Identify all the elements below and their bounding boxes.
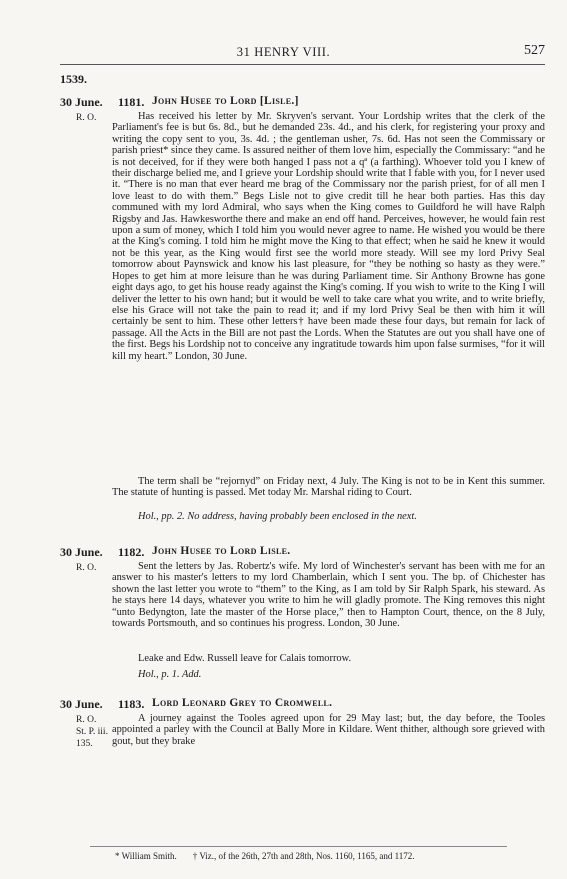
entry-number: 1182. (118, 545, 145, 559)
footnote-rule (90, 846, 507, 847)
footnote-1: * William Smith. (115, 851, 177, 861)
entry-body: A journey against the Tooles agreed upon for 29 May last; but, the day before, the Tooles appointed a parley with the Council at Bally More in Kildare. Went thither, although sore grieved with gout, but they brake (112, 713, 545, 747)
page-number: 527 (524, 43, 545, 58)
entry-number: 1183. (118, 697, 145, 711)
entry-heading: Lord Leonard Grey to Cromwell. (152, 697, 333, 709)
entry-source: R. O. (76, 563, 97, 573)
running-title: 31 HENRY VIII. (236, 45, 331, 59)
entry-1183 (60, 697, 545, 757)
entry-1182 (60, 545, 545, 695)
header-rule (60, 64, 545, 65)
entry-postscript: Leake and Edw. Russell leave for Calais tomorrow. (138, 653, 352, 664)
entry-body: Sent the letters by Jas. Robertz's wife. My lord of Winchester's servant has been with me for an answer to his master's letters to my lord Chamberlain, which I sent you. The bp. of Chichester has shown the last letter you wrote to “them” to the King, as I am told by Sir Ralph Spark, his steward. As he stays here 14 days, whatever you write to him he will gladly promote. The King removes this night “unto Bedyngton, late the master of the Horse place,” then to Hampton Court, thence, on the 8 July, towards Portsmouth, and so continues his progress. London, 30 June. (112, 561, 545, 630)
entry-date: 30 June. (60, 545, 103, 559)
entry-number: 1181. (118, 95, 145, 109)
entry-date: 30 June. (60, 95, 103, 109)
entry-date: 30 June. (60, 697, 103, 711)
entry-description: Hol., p. 1. Add. (138, 669, 202, 680)
entry-heading: John Husee to Lord [Lisle.] (152, 95, 299, 107)
entry-source: R. O. St. P. iii. 135. (76, 715, 108, 749)
entry-description: Hol., pp. 2. No address, having probably been enclosed in the next. (138, 511, 417, 522)
entry-postscript: The term shall be “rejornyd” on Friday next, 4 July. The King is not to be in Kent this summer. The statute of hunting is passed. Met today Mr. Marshal riding to Court. (112, 476, 545, 499)
entry-1181 (60, 95, 545, 525)
running-head (0, 43, 567, 63)
footnotes (115, 851, 535, 861)
entry-body: Has received his letter by Mr. Skryven's servant. Your Lordship writes that the clerk of the Parliament's fee is but 6s. 8d., but he demanded 23s. 4d., and his clerk, for registering your proxy and writing the copy sent to you, 3s. 4d. ; the gentleman usher, 7s. 6d. Has not seen the Commissary or parish priest* since they came. Is assured neither of them love him, especially the Commissary: “and he is not deceived, for if they were both hanged I pass not a qª (a farthing). Whoever told you I knew of their discharge belied me, and I grieve your Lordship should write that I fable with you, for I never used it. “There is no man that ever heard me brag of the Commissary nor the parish priest, for of all men I love least to do with them.” Begs Lisle not to give credit till he hear both parties. Has this day communed with my lord Admiral, who says when the King comes to Guildford he will have Ralph Rigsby and Jas. Hawkesworthe there and make an end off hand. Perceives, however, he would fain rest upon a sum of money, which I told him you would never agree to name. He wished you would be there at the King's coming. I told him he might move the King to that effect; when he said he knew it would not be this year, as the King would first see the world more steady. Will see my lord Privy Seal tomorrow about Paynswick and know his last pleasure, for “they be nothing so hasty as they were.” Hopes to get him at more leisure than he was during Parliament time. Sir Anthony Browne has gone eight days ago, to get his house ready against the King's coming. If you wish to write to the King I will deliver the letter to his own hand; but it would be well to take care what you write, and to write briefly, else his Grace will not take the pain to read it; and if my lord Privy Seal be then with him it will certainly be sent to him. These other letters† have been made these four days, but remain for lack of passage. All the Acts in the Bill are not past the Lords. When the Statutes are out you shall have one of the first. Begs his Lordship not to conceive any ingratitude towards him upon false surmises, “for it will kill my heart.” London, 30 June. (112, 111, 545, 362)
year-label: 1539. (60, 72, 87, 86)
footnote-2: † Viz., of the 26th, 27th and 28th, Nos. 1160, 1165, and 1172. (192, 851, 415, 861)
entry-source: R. O. (76, 113, 97, 123)
entry-heading: John Husee to Lord Lisle. (152, 545, 291, 557)
